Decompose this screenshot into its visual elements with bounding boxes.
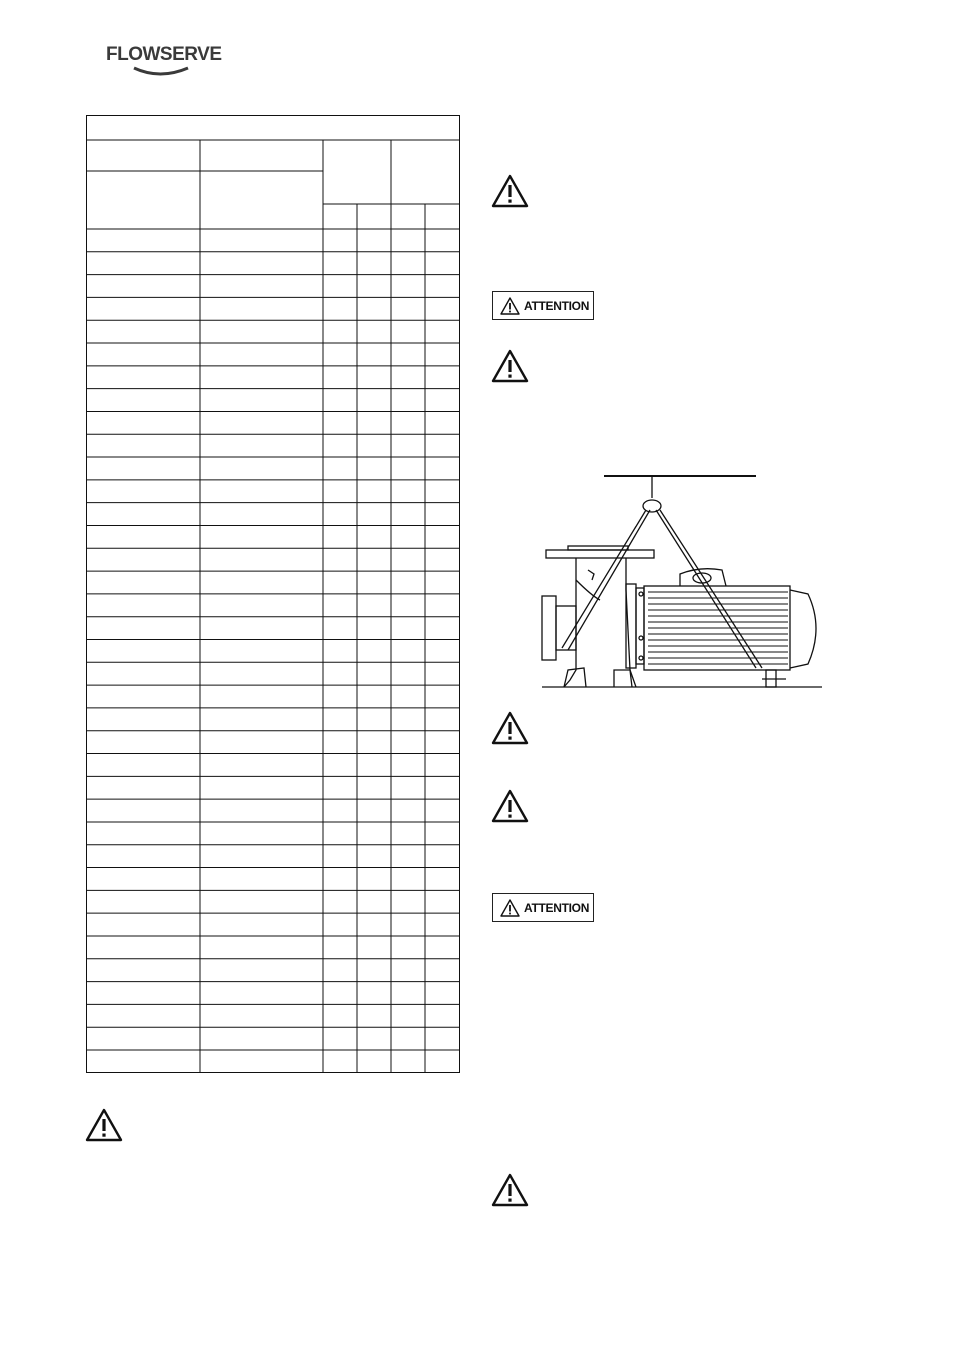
warning-triangle-icon (491, 789, 529, 823)
warning-triangle-icon (491, 349, 529, 383)
warning-triangle-icon (85, 1108, 123, 1142)
brand-wordmark: FLOWSERVE (106, 44, 222, 65)
warning-triangle-icon (491, 1173, 529, 1207)
attention-badge (492, 291, 594, 320)
data-table (86, 115, 460, 1073)
table-grid (86, 115, 460, 1073)
logo-swoosh-icon (104, 66, 216, 80)
attention-label: ATTENTION (524, 900, 590, 915)
attention-triangle-icon (500, 297, 520, 315)
flowserve-logo (104, 40, 222, 80)
pump-lifting-illustration (540, 470, 824, 692)
attention-badge (492, 893, 594, 922)
attention-label: ATTENTION (524, 298, 590, 313)
warning-triangle-icon (491, 711, 529, 745)
attention-triangle-icon (500, 899, 520, 917)
warning-triangle-icon (491, 174, 529, 208)
